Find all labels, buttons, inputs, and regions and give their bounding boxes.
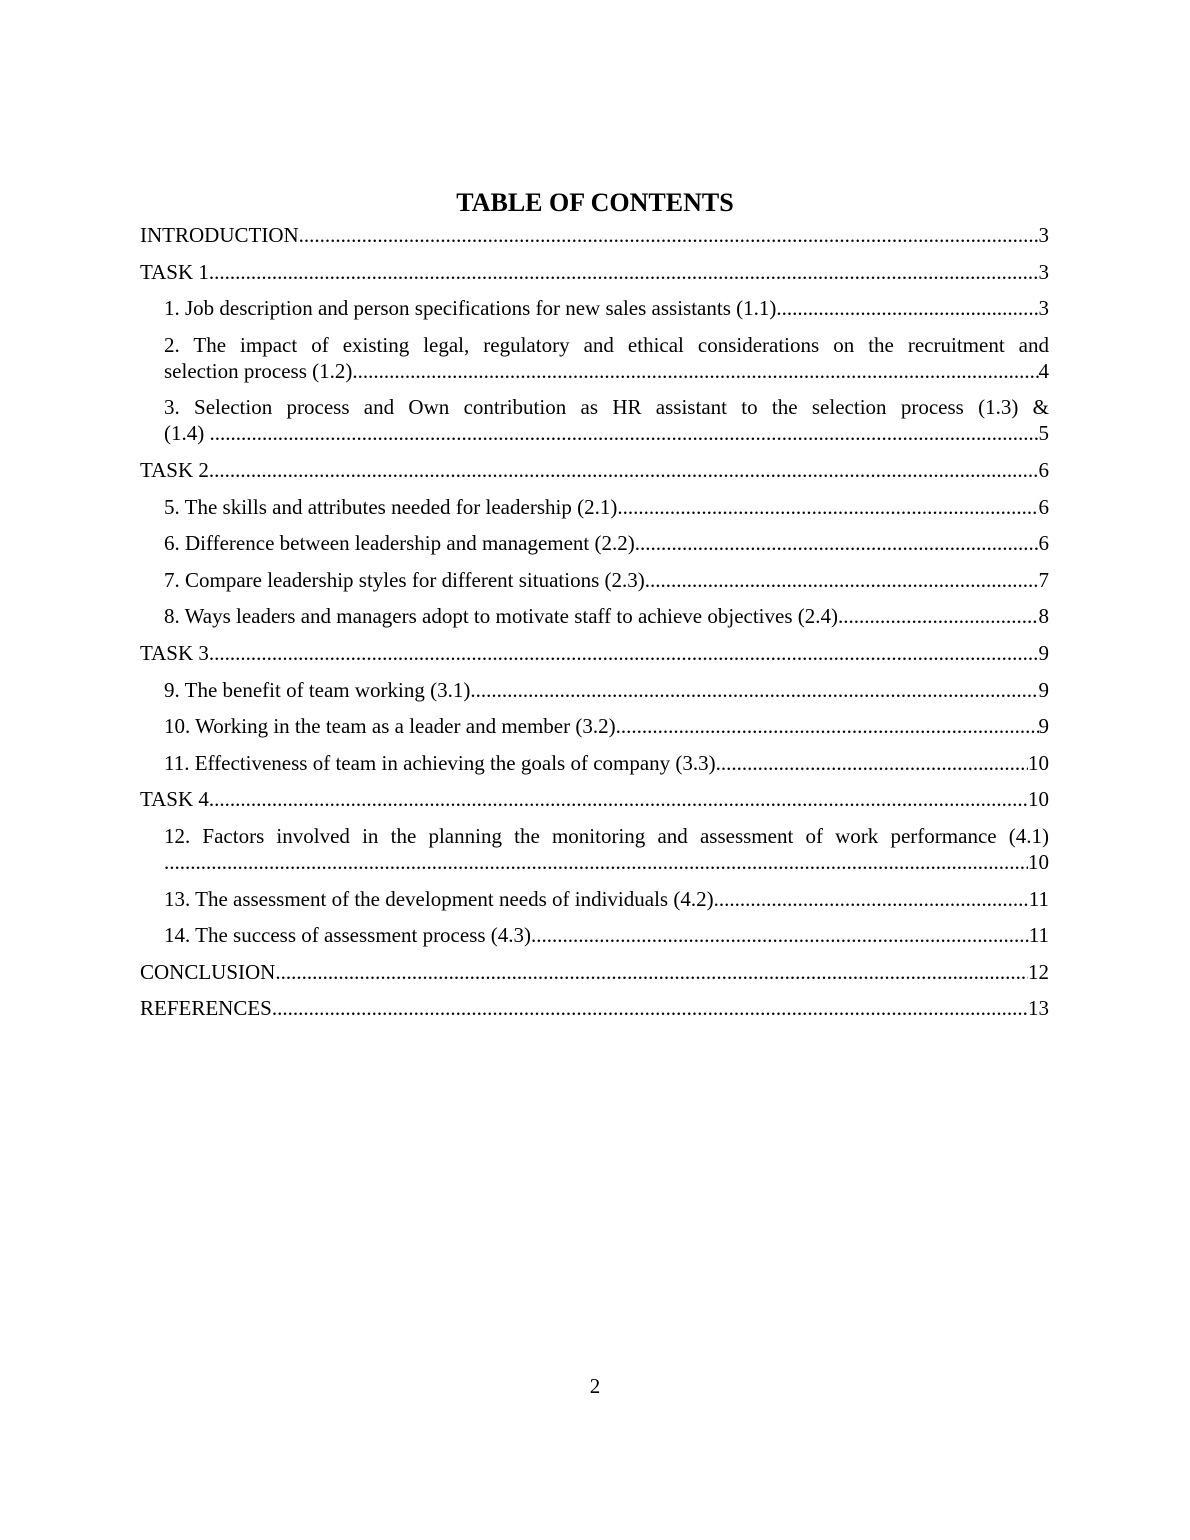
toc-entry-text: 9. The benefit of team working (3.1) [164, 677, 471, 702]
toc-entry-text-line-1: 2. The impact of existing legal, regulatory and ethical considerations on the recruitment and [164, 332, 1049, 357]
toc-entry-4-2[interactable] [140, 886, 1049, 912]
toc-page-number: 7 [1038, 567, 1049, 592]
toc-entry-text: 10. Working in the team as a leader and member (3.2) [164, 714, 616, 739]
toc-link[interactable] [164, 295, 1049, 321]
dot-leader [617, 494, 1038, 520]
toc-page-number: 8 [1038, 604, 1049, 629]
toc-entry-4-1[interactable] [140, 823, 1049, 875]
toc-link[interactable] [164, 603, 1049, 629]
toc-entry-text: TASK 2 [140, 457, 209, 482]
toc-entry-task-2[interactable] [140, 457, 1049, 483]
toc-page-number: 10 [1028, 750, 1049, 775]
dot-leader [299, 222, 1039, 248]
toc-entry-2-3[interactable] [140, 567, 1049, 593]
toc-link[interactable] [164, 922, 1049, 948]
toc-page-number: 6 [1038, 531, 1049, 556]
toc-page-number: 9 [1038, 677, 1049, 702]
toc-entry-text: 8. Ways leaders and managers adopt to motivate staff to achieve objectives (2.4) [164, 604, 838, 629]
toc-entry-1-3[interactable] [140, 394, 1049, 446]
toc-entry-1-2[interactable] [140, 332, 1049, 384]
toc-page-number: 5 [1038, 421, 1049, 446]
dot-leader [635, 530, 1039, 556]
toc-page-number: 11 [1028, 886, 1049, 911]
dot-leader [838, 603, 1039, 629]
toc-link[interactable] [164, 750, 1049, 776]
toc-page-number: 3 [1038, 296, 1049, 321]
toc-link[interactable] [140, 457, 1049, 483]
dot-leader [209, 640, 1039, 666]
toc-entry-text: TASK 3 [140, 640, 209, 665]
toc-entry-text: TASK 1 [140, 259, 209, 284]
toc-page-number: 9 [1038, 640, 1049, 665]
toc-page-number: 6 [1038, 494, 1049, 519]
toc-title: TABLE OF CONTENTS [456, 188, 734, 217]
toc-link[interactable] [140, 640, 1049, 666]
toc-link[interactable] [164, 332, 1049, 384]
dot-leader [352, 358, 1038, 384]
toc-entry-text: 11. Effectiveness of team in achieving the goals of company (3.3) [164, 750, 716, 775]
dot-leader [209, 259, 1039, 285]
toc-entry-task-1[interactable] [140, 259, 1049, 285]
toc-link[interactable] [140, 259, 1049, 285]
toc-entry-text: INTRODUCTION [140, 223, 299, 247]
dot-leader [275, 959, 1028, 985]
toc-link[interactable] [140, 786, 1049, 812]
dot-leader [272, 995, 1028, 1021]
toc-entry-conclusion[interactable] [140, 959, 1049, 985]
toc-page-number: 6 [1038, 457, 1049, 482]
toc-page-number: 4 [1038, 358, 1049, 383]
toc-entry-2-2[interactable] [140, 530, 1049, 556]
page-number: 2 [589, 1374, 601, 1398]
toc-entry-text: 13. The assessment of the development needs of individuals (4.2) [164, 886, 714, 911]
toc-link[interactable] [164, 394, 1049, 446]
toc-entry-introduction[interactable] [140, 222, 1049, 248]
toc-entry-text: 14. The success of assessment process (4.3) [164, 923, 532, 948]
toc-entry-3-3[interactable] [140, 750, 1049, 776]
dot-leader [209, 786, 1028, 812]
toc-entry-text: CONCLUSION [140, 959, 276, 984]
toc-entry-3-2[interactable] [140, 713, 1049, 739]
toc-entry-1-1[interactable] [140, 295, 1049, 321]
toc-link[interactable] [140, 995, 1049, 1021]
toc-entry-text: REFERENCES [140, 996, 272, 1021]
toc-page-number: 10 [1028, 787, 1049, 812]
toc-entry-text-line-2: selection process (1.2) [164, 358, 353, 383]
dot-leader [716, 750, 1028, 776]
toc-entry-text: 7. Compare leadership styles for different situations (2.3) [164, 567, 645, 592]
toc-link[interactable] [164, 567, 1049, 593]
toc-link[interactable] [164, 886, 1049, 912]
toc-entry-text: TASK 4 [140, 787, 209, 812]
toc-entry-2-1[interactable] [140, 494, 1049, 520]
toc-link[interactable] [164, 494, 1049, 520]
toc-entry-references[interactable] [140, 995, 1049, 1021]
dot-leader [470, 677, 1038, 703]
toc-entry-2-4[interactable] [140, 603, 1049, 629]
dot-leader [776, 295, 1038, 321]
dot-leader [616, 713, 1039, 739]
toc-entry-text-line-1: 12. Factors involved in the planning the monitoring and assessment of work performance (4.1) [164, 823, 1049, 848]
toc-entry-text-line-1: 3. Selection process and Own contribution as HR assistant to the selection process (1.3) & [164, 395, 1049, 420]
toc-link[interactable] [140, 222, 1049, 248]
toc-entry-task-3[interactable] [140, 640, 1049, 666]
toc-page-number: 13 [1028, 996, 1049, 1021]
toc-list [140, 222, 1049, 1032]
toc-page-number: 9 [1038, 714, 1049, 739]
toc-entry-4-3[interactable] [140, 922, 1049, 948]
dot-leader [645, 567, 1039, 593]
toc-page-number: 10 [1028, 849, 1049, 874]
toc-entry-task-4[interactable] [140, 786, 1049, 812]
toc-entry-text: 6. Difference between leadership and management (2.2) [164, 531, 635, 556]
toc-entry-3-1[interactable] [140, 677, 1049, 703]
toc-link[interactable] [164, 823, 1049, 875]
dot-leader [164, 849, 1028, 875]
dot-leader [714, 886, 1029, 912]
dot-leader [209, 457, 1039, 483]
toc-entry-text-line-2: (1.4) [164, 421, 210, 446]
toc-link[interactable] [164, 677, 1049, 703]
toc-page-number: 12 [1028, 959, 1049, 984]
dot-leader [210, 420, 1039, 446]
toc-page-number: 3 [1038, 223, 1049, 247]
toc-page-number: 3 [1038, 259, 1049, 284]
dot-leader [531, 922, 1029, 948]
toc-link[interactable] [140, 959, 1049, 985]
toc-link[interactable] [164, 713, 1049, 739]
toc-entry-text: 5. The skills and attributes needed for leadership (2.1) [164, 494, 618, 519]
toc-link[interactable] [164, 530, 1049, 556]
toc-page-number: 11 [1028, 923, 1049, 948]
toc-entry-text: 1. Job description and person specifications for new sales assistants (1.1) [164, 296, 777, 321]
